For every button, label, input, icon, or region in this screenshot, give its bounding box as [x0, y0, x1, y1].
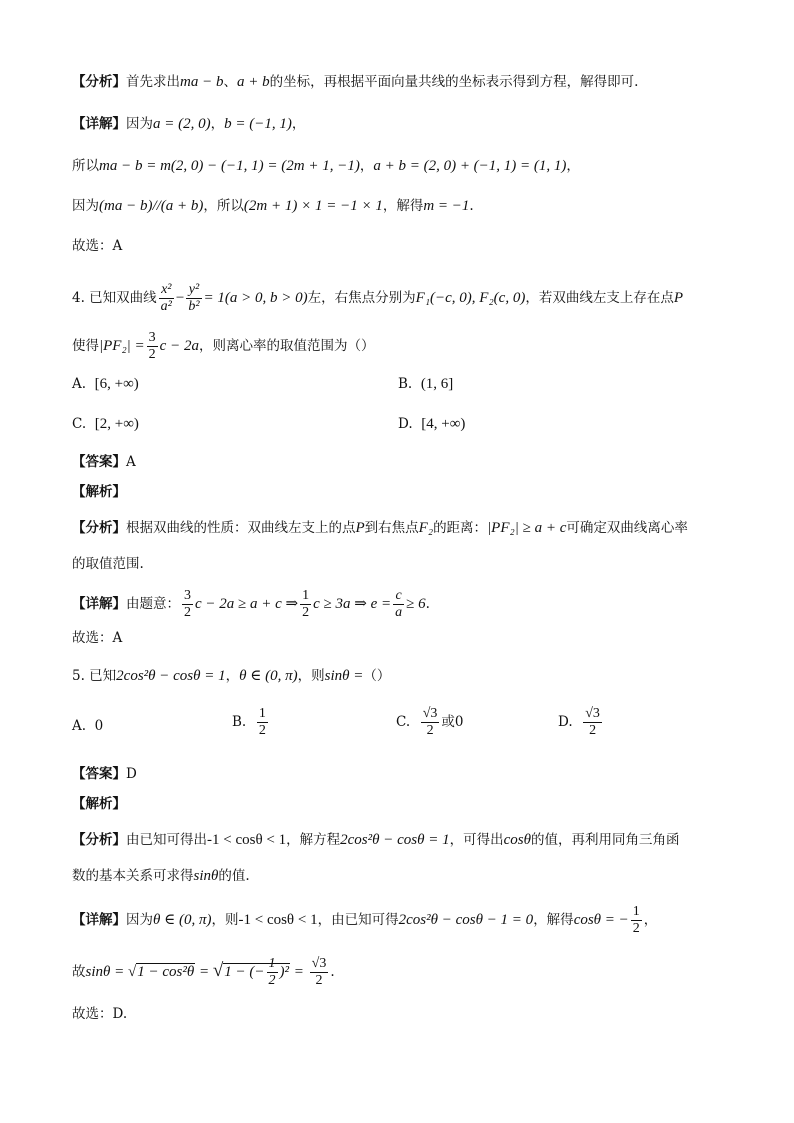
text: 因为 [72, 198, 99, 214]
math-expr: a = (2, 0) [153, 116, 211, 132]
text: . [330, 964, 335, 980]
math-expr: sinθ = [324, 668, 364, 684]
math-expr: F₂ [418, 520, 434, 536]
text: 到右焦点 [364, 520, 419, 536]
fraction [300, 588, 311, 621]
text: ，解得 [533, 912, 574, 928]
denominator: 2 [258, 723, 266, 738]
fraction [267, 956, 278, 989]
math-expr: P [673, 290, 684, 306]
text: ，则 [297, 668, 325, 684]
text: ，解得 [382, 198, 424, 214]
q3-solve-line [72, 196, 474, 216]
q4-option-c [72, 414, 139, 434]
q3-analysis-line [72, 72, 638, 92]
text: 、 [223, 74, 237, 90]
option-value: (1, 6] [420, 376, 454, 392]
q4-answer [72, 452, 136, 472]
math-expr: θ ∈ (0, π) [239, 668, 298, 684]
text: 因为 [126, 116, 153, 132]
q5-option-c [396, 706, 464, 739]
math-expr: cosθ [503, 832, 531, 848]
option-label: C. [396, 714, 411, 730]
math-expr: c − 2a [159, 338, 199, 354]
option-value: [6, +∞) [94, 376, 139, 392]
numerator: 3 [184, 588, 191, 603]
text: ， [291, 116, 306, 132]
option-label: B. [398, 376, 413, 392]
denominator: b² [188, 299, 200, 314]
text: 使得 [72, 338, 99, 354]
denominator: 2 [589, 723, 597, 738]
math-expr: c − 2a ≥ a + c ⇒ [195, 596, 299, 612]
math-expr: (2m + 1) × 1 = −1 × 1 [243, 198, 383, 214]
fraction [159, 282, 174, 315]
answer-tag: 【答案】 [72, 454, 126, 470]
detail-tag: 【详解】 [72, 116, 126, 132]
text: ， [566, 158, 580, 174]
q3-compute-line [72, 156, 580, 176]
sqrt-symbol: √ [128, 964, 137, 980]
q5-jiexi-tag [72, 794, 126, 814]
q4-analysis-line [72, 518, 688, 538]
text: 根据双曲线的性质：双曲线左支上的点 [126, 520, 356, 536]
numerator: √3 [422, 706, 438, 721]
math-expr: θ ∈ (0, π) [153, 912, 212, 928]
option-label: C. [72, 416, 87, 432]
sqrt-content: 1 − cos²θ [137, 964, 195, 980]
denominator: 2 [268, 973, 276, 989]
q4-stem-line [72, 282, 683, 315]
text: 故 [72, 964, 86, 980]
text: 1 − (− [224, 964, 265, 980]
q4-detail-line [72, 588, 430, 621]
text: ，可得出 [449, 832, 504, 848]
q4-jiexi-tag [72, 482, 126, 502]
answer-tag: 【答案】 [72, 766, 126, 782]
answer-value: A [126, 454, 136, 470]
text: . [469, 198, 474, 214]
math-expr: sinθ = [85, 964, 128, 980]
detail-tag: 【详解】 [72, 596, 126, 612]
option-label: D. [558, 714, 573, 730]
option-label: A. [72, 376, 87, 392]
math-expr: cosθ = − [573, 912, 629, 928]
q5-answer [72, 764, 137, 784]
math-expr: a + b [236, 74, 270, 90]
numerator: √3 [585, 706, 600, 721]
numerator: 1 [268, 956, 276, 972]
denominator: a² [160, 299, 172, 314]
numerator: 3 [148, 330, 156, 345]
denominator: 2 [302, 605, 310, 620]
q5-stem-line [72, 666, 390, 686]
text: ， [359, 158, 374, 174]
fraction [257, 706, 268, 739]
fraction [186, 282, 201, 315]
fraction [310, 956, 329, 989]
option-value: [4, +∞) [421, 416, 466, 432]
text: )² [279, 964, 290, 980]
math-expr: a + b = (2, 0) + (−1, 1) = (1, 1) [373, 158, 567, 174]
math-expr: F₁(−c, 0), F₂(c, 0) [415, 290, 526, 306]
text: 的值. [218, 868, 250, 884]
analysis-tag: 【分析】 [72, 520, 126, 536]
text: 的值，再利用同角三角函 [530, 832, 680, 848]
option-tail: 或0 [441, 714, 464, 730]
math-expr: m = −1 [423, 198, 470, 214]
q3-answer-line: 故选：A [72, 238, 123, 254]
fraction [631, 904, 642, 937]
math-expr: (ma − b)//(a + b) [99, 198, 204, 214]
question-number: 5. 已知 [72, 668, 117, 684]
q5-final-line [72, 956, 335, 989]
math-expr: ≥ 6 [406, 596, 426, 612]
numerator: x² [159, 282, 174, 299]
denominator: 2 [148, 347, 156, 362]
text: ， [225, 668, 240, 684]
q5-option-d [558, 706, 604, 739]
numerator: c [393, 588, 404, 605]
text: ，则 [211, 912, 239, 928]
text: 的距离： [433, 520, 488, 536]
answer-value: D [126, 766, 137, 782]
text: ， [210, 116, 225, 132]
math-expr: -1 < cosθ < 1 [238, 912, 318, 928]
detail-tag: 【详解】 [72, 912, 126, 928]
numerator: √3 [311, 956, 327, 971]
text: 由题意： [126, 596, 180, 612]
q5-option-b [232, 706, 270, 739]
jiexi-tag: 【解析】 [72, 484, 126, 500]
numerator: 1 [632, 904, 640, 919]
text: . [425, 596, 430, 612]
text: 可确定双曲线离心率 [566, 520, 688, 536]
math-expr: = [290, 964, 308, 980]
option-label: B. [232, 714, 247, 730]
text: 因为 [126, 912, 153, 928]
q5-analysis-line-2 [72, 866, 250, 886]
q4-option-d [398, 414, 465, 434]
text: ，则离心率的取值范围为（） [198, 338, 375, 354]
text: 首先求出 [126, 74, 180, 90]
text: 所以 [72, 158, 99, 174]
question-number: 4. 已知双曲线 [72, 290, 157, 306]
text: ， [643, 912, 658, 928]
math-expr: ma − b [180, 74, 224, 90]
math-expr: = [195, 964, 213, 980]
q4-stem-line-2 [72, 330, 374, 363]
analysis-tag: 【分析】 [72, 832, 126, 848]
q3-detail-line [72, 114, 305, 134]
math-expr: |PF₂| ≥ a + c [487, 520, 567, 536]
math-expr: 2cos²θ − cosθ = 1 [116, 668, 226, 684]
text: 左，右焦点分别为 [307, 290, 416, 306]
math-expr: |PF₂| = [99, 338, 145, 354]
fraction [182, 588, 193, 621]
math-expr: b = (−1, 1) [224, 116, 292, 132]
option-label: D. [398, 416, 413, 432]
q5-analysis-line [72, 830, 679, 850]
q4-option-a [72, 374, 139, 394]
math-expr: 2cos²θ − cosθ = 1 [340, 832, 450, 848]
text: 由已知可得出 [126, 832, 207, 848]
fraction [421, 706, 440, 739]
q5-option-a [72, 716, 103, 736]
math-expr: -1 < cosθ < 1 [207, 832, 287, 848]
q4-analysis-line-2: 的取值范围. [72, 556, 144, 572]
q4-option-b [398, 374, 453, 394]
numerator: 1 [302, 588, 310, 603]
text: − [175, 290, 185, 306]
numerator: y² [186, 282, 201, 299]
denominator: a [395, 605, 403, 620]
numerator: 1 [258, 706, 266, 721]
sqrt-content-2 [223, 956, 290, 989]
option-label: A. [72, 718, 87, 734]
denominator: 2 [315, 973, 323, 988]
math-expr: 2cos²θ − cosθ − 1 = 0 [398, 912, 534, 928]
option-value: 0 [94, 718, 104, 734]
math-expr: c ≥ 3a ⇒ e = [313, 596, 392, 612]
text: ，由已知可得 [317, 912, 399, 928]
math-expr: sinθ [193, 868, 219, 884]
analysis-tag: 【分析】 [72, 74, 126, 90]
fraction [583, 706, 602, 739]
text: ，若双曲线左支上存在点 [525, 290, 674, 306]
math-expr: = 1(a > 0, b > 0) [203, 290, 308, 306]
math-expr: ma − b = m(2, 0) − (−1, 1) = (2m + 1, −1) [99, 158, 360, 174]
text: 的坐标，再根据平面向量共线的坐标表示得到方程，解得即可. [269, 74, 639, 90]
denominator: 2 [426, 723, 434, 738]
q5-answer-line: 故选：D. [72, 1006, 128, 1022]
text: ，解方程 [286, 832, 341, 848]
denominator: 2 [632, 921, 640, 936]
q4-answer-line: 故选：A [72, 630, 123, 646]
text: ，所以 [203, 198, 244, 214]
text: （） [363, 668, 391, 684]
q5-detail-line [72, 904, 657, 937]
option-value: [2, +∞) [94, 416, 139, 432]
math-expr: P [355, 520, 365, 536]
text: 数的基本关系可求得 [72, 868, 194, 884]
fraction [393, 588, 404, 621]
fraction [147, 330, 158, 363]
jiexi-tag: 【解析】 [72, 796, 126, 812]
sqrt-symbol: √ [212, 960, 224, 981]
denominator: 2 [184, 605, 191, 620]
